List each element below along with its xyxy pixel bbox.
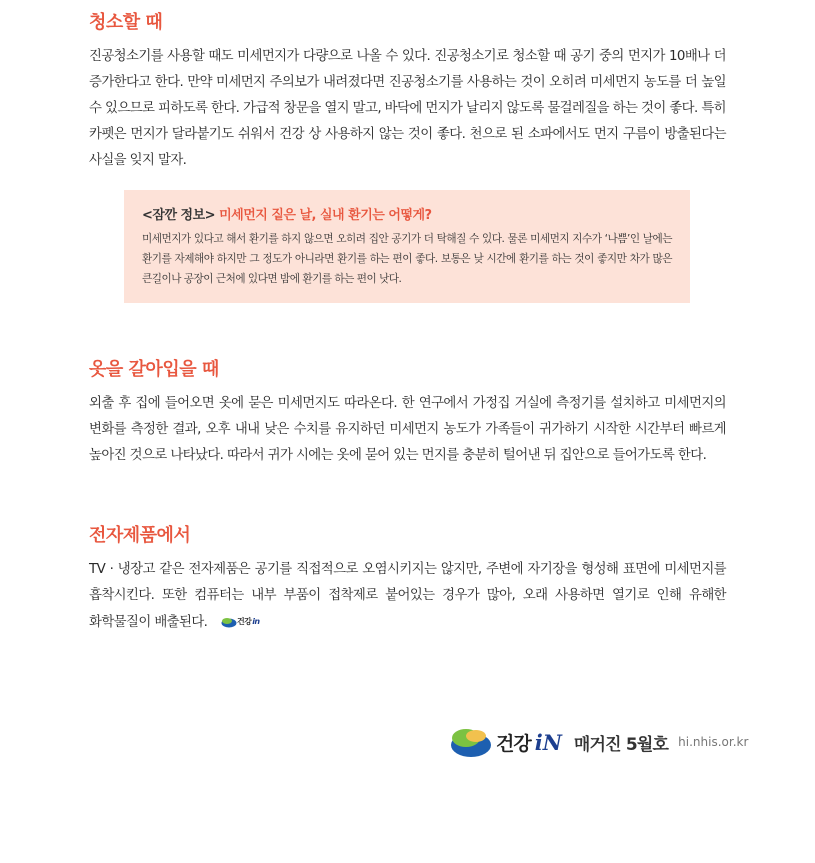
section-electronics: [89, 521, 726, 636]
footer-url[interactable]: hi.nhis.or.kr: [678, 735, 749, 749]
info-box-title: 미세먼지 짙은 날, 실내 환기는 어떻게?: [219, 208, 432, 223]
logo-mark-icon: [221, 617, 237, 628]
section-heading: 전자제품에서: [89, 525, 191, 546]
inline-logo: [221, 609, 260, 635]
section-body-wrap: [89, 557, 726, 636]
footer: [450, 722, 770, 762]
info-box-body: 미세먼지가 있다고 해서 환기를 하지 않으면 오히려 집안 공기가 더 탁해질 수 있다. 물론 미세먼지 지수가 ‘나쁨’인 날에는 환기를 자제해야 하지만 그 정도가 아니라면 환기를 하는 편이 좋다. 보통은 낮 시간에 환기를 하는 것이 좋지만 차가 많은 큰길이나 공장이 근처에 있다면 밤에 환기를 하는 편이 낫다.: [142, 233, 672, 285]
section-clothes: [89, 355, 726, 469]
info-box-tag: <잠깐 정보>: [142, 208, 216, 223]
footer-magazine-issue: 매거진 5월호: [573, 734, 669, 755]
section-body: TV · 냉장고 같은 전자제품은 공기를 직접적으로 오염시키지는 않지만, 주변에 자기장을 형성해 표면에 미세먼지를 흡착시킨다. 또한 컴퓨터는 내부 부품이 접착제로 붙어있는 경우가 많아, 오래 사용하면 열기로 인해 유해한 화학물질이 배출된다.: [89, 562, 726, 630]
info-box-title-line: [142, 204, 672, 223]
inline-logo-in: in: [252, 617, 260, 626]
logo-mark-icon: [450, 725, 492, 759]
section-body: 진공청소기를 사용할 때도 미세먼지가 다량으로 나올 수 있다. 진공청소기로 청소할 때 공기 중의 먼지가 10배나 더 증가한다고 한다. 만약 미세먼지 주의보가 내려졌다면 진공청소기를 사용하는 것이 오히려 미세먼지 농도를 더 높일 수 있으므로 피하도록 한다. 가급적 창문을 열지 말고, 바닥에 먼지가 날리지 않도록 물걸레질을 하는 것이 좋다. 특히 카펫은 먼지가 달라붙기도 쉬워서 건강 상 사용하지 않는 것이 좋다. 천으로 된 소파에서도 먼지 구름이 방출된다는 사실을 잊지 말자.: [89, 49, 726, 168]
inline-logo-text: 건강: [237, 617, 252, 626]
info-box: [124, 190, 690, 303]
section-cleaning: [89, 8, 726, 174]
footer-logo-in: iN: [534, 729, 562, 755]
section-heading: 옷을 갈아입을 때: [89, 359, 219, 380]
section-heading: 청소할 때: [89, 12, 163, 33]
section-body: 외출 후 집에 들어오면 옷에 묻은 미세먼지도 따라온다. 한 연구에서 가정집 거실에 측정기를 설치하고 미세먼지의 변화를 측정한 결과, 오후 내내 낮은 수치를 유지하던 미세먼지 농도가 가족들이 귀가하기 시작한 시간부터 빠르게 높아진 것으로 나타났다. 따라서 귀가 시에는 옷에 묻어 있는 먼지를 충분히 털어낸 뒤 집안으로 들어가도록 한다.: [89, 396, 726, 463]
footer-logo-text: 건강: [496, 732, 531, 755]
